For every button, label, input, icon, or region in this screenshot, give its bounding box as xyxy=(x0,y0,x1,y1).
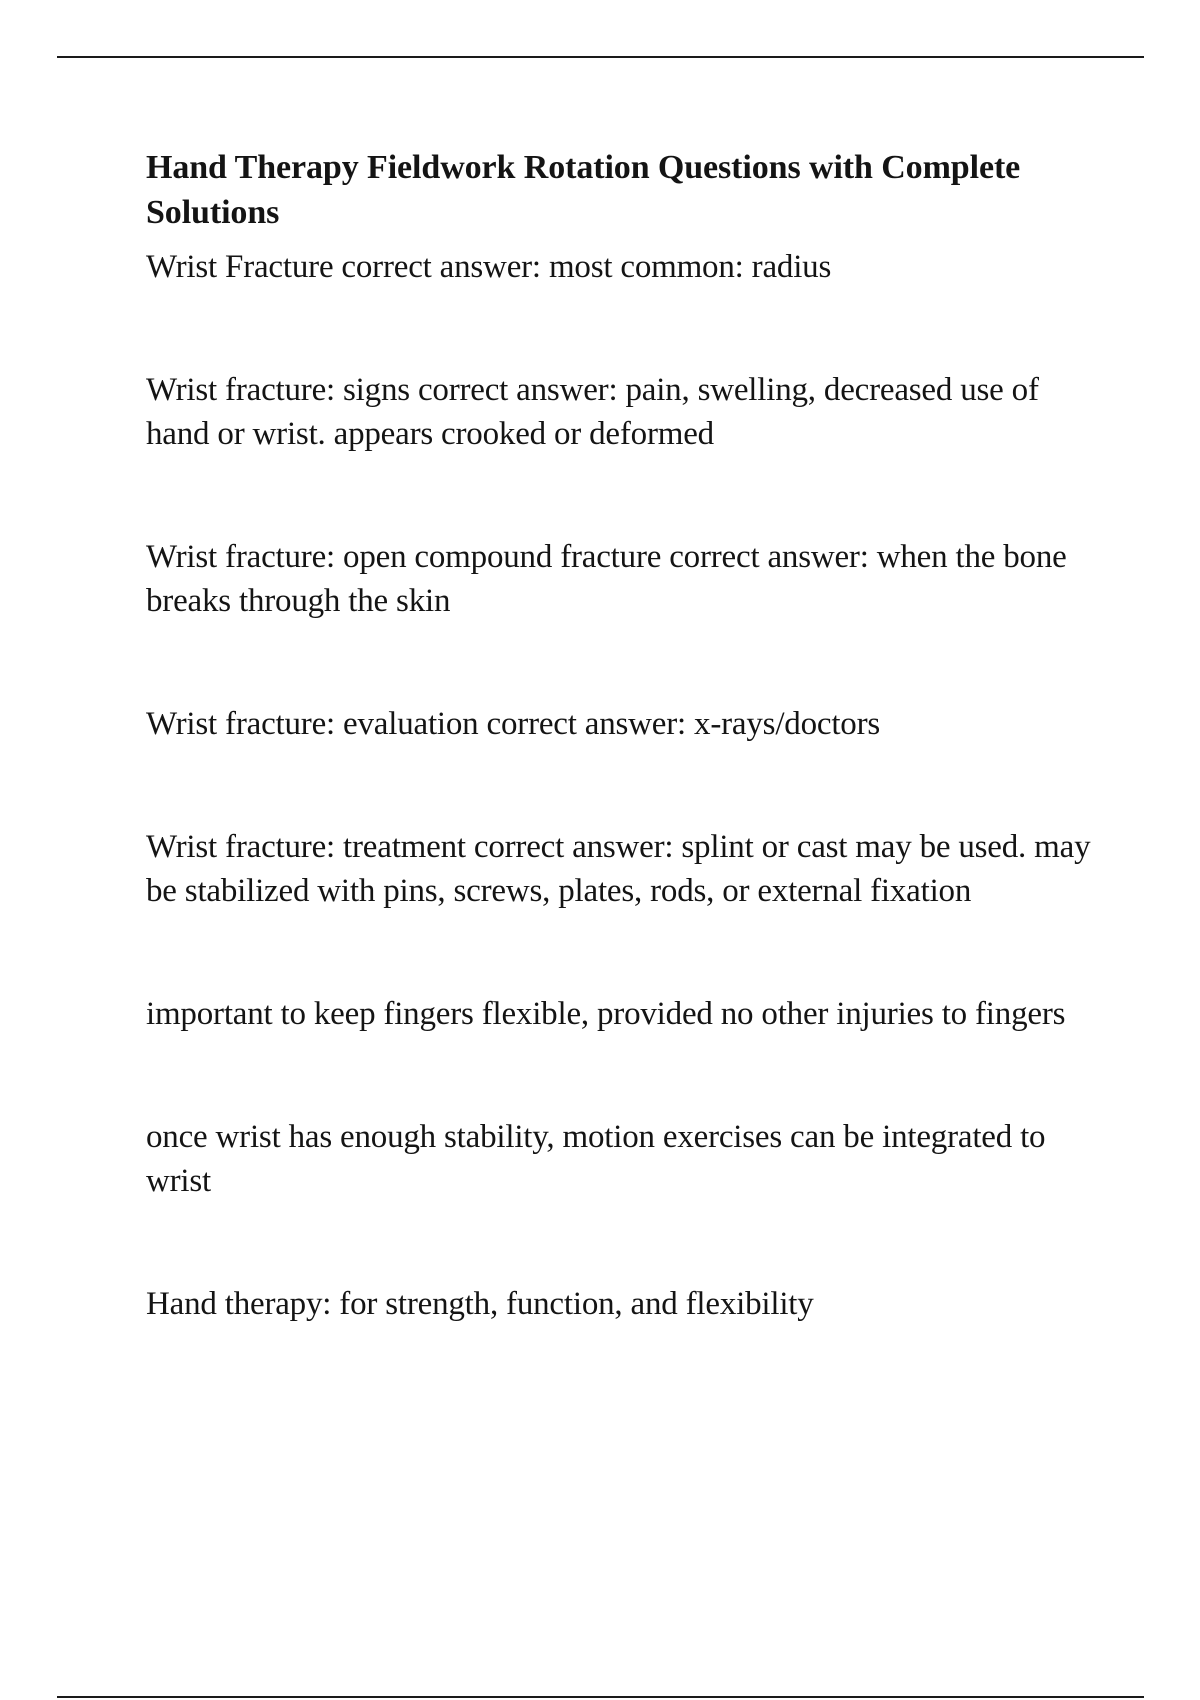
qa-entry: Wrist fracture: signs correct answer: pain, swelling, decreased use of hand or wrist. appears crooked or deformed xyxy=(146,372,1039,452)
top-divider xyxy=(57,56,1144,58)
qa-entry: once wrist has enough stability, motion exercises can be integrated to wrist xyxy=(146,1119,1046,1199)
document-title: Hand Therapy Fieldwork Rotation Questions with Complete Solutions xyxy=(146,149,1021,231)
qa-entry: Wrist fracture: evaluation correct answer: x-rays/doctors xyxy=(146,706,881,742)
qa-entry: important to keep fingers flexible, provided no other injuries to fingers xyxy=(146,996,1066,1032)
qa-entry: Wrist fracture: open compound fracture correct answer: when the bone breaks through the skin xyxy=(146,539,1067,619)
qa-entry: Wrist Fracture correct answer: most common: radius xyxy=(146,249,832,285)
bottom-divider xyxy=(57,1696,1144,1698)
qa-entry: Wrist fracture: treatment correct answer: splint or cast may be used. may be stabilized with pins, screws, plates, rods, or external fixation xyxy=(146,829,1091,909)
document-body xyxy=(146,145,1106,1326)
qa-entry: Hand therapy: for strength, function, and flexibility xyxy=(146,1286,814,1322)
